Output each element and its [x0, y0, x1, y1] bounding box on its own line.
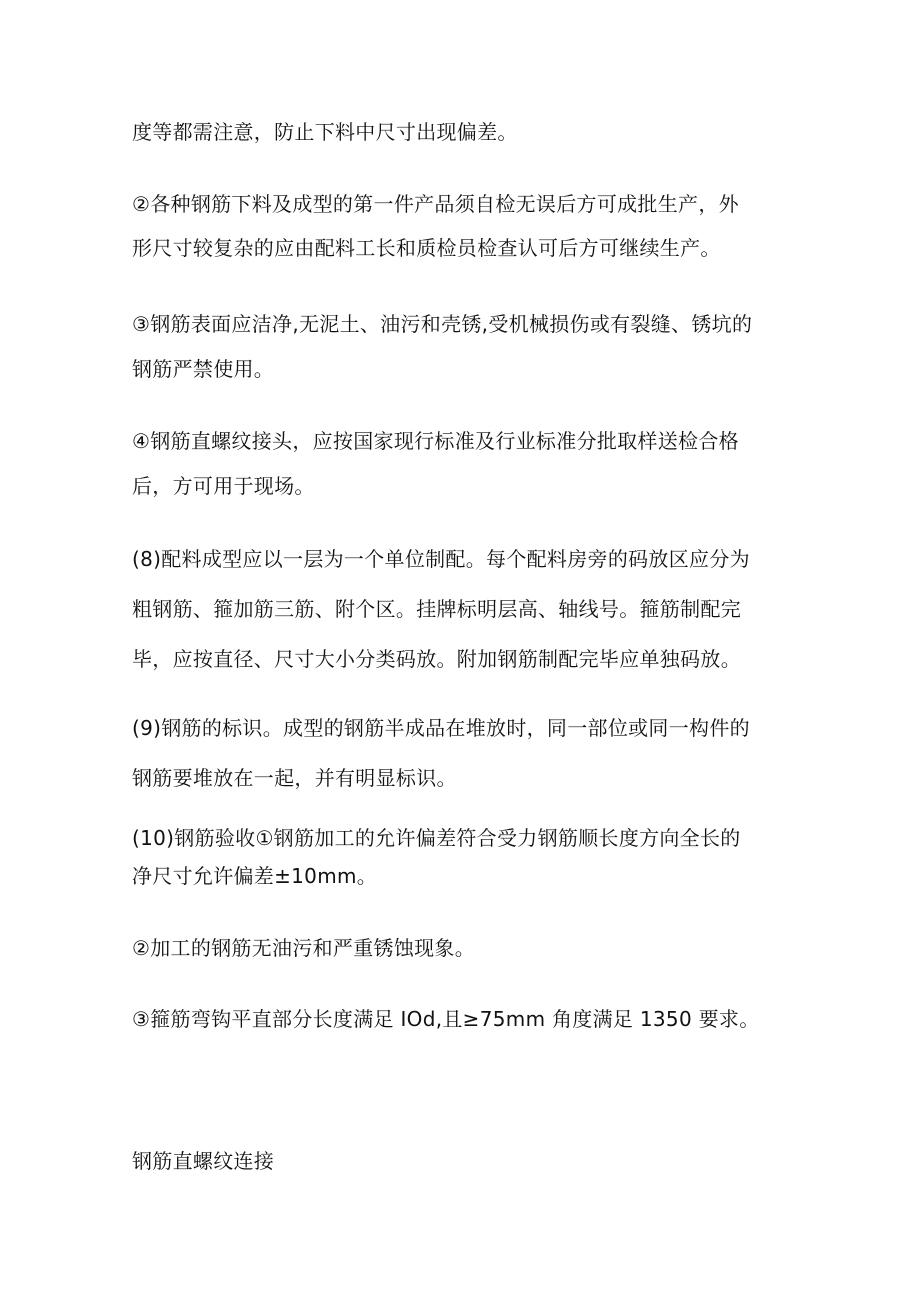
text-line: ②各种钢筋下料及成型的第一件产品须自检无误后方可成批生产，外 — [132, 192, 739, 216]
text-line: 净尺寸允许偏差±10mm。 — [132, 864, 378, 888]
text-line: (10)钢筋验收①钢筋加工的允许偏差符合受力钢筋顺长度方向全长的 — [132, 826, 741, 850]
text-line: 粗钢筋、箍加筋三筋、附个区。挂牌标明层高、轴线号。箍筋制配完 — [132, 597, 741, 621]
text-line: 钢筋要堆放在一起，并有明显标识。 — [132, 766, 457, 790]
text-line: (8)配料成型应以一层为一个单位制配。每个配料房旁的码放区应分为 — [132, 547, 750, 571]
section-heading: 钢筋直螺纹连接 — [132, 1149, 275, 1173]
text-line: ④钢筋直螺纹接头，应按国家现行标准及行业标准分批取样送检合格 — [132, 429, 739, 453]
text-line: 毕，应按直径、尺寸大小分类码放。附加钢筋制配完毕应单独码放。 — [132, 647, 741, 671]
text-line: ②加工的钢筋无油污和严重锈蚀现象。 — [132, 936, 476, 960]
text-line: 度等都需注意，防止下料中尺寸出现偏差。 — [132, 120, 518, 144]
text-line: 后，方可用于现场。 — [132, 474, 315, 498]
text-line: ③钢筋表面应洁净,无泥土、油污和壳锈,受机械损伤或有裂缝、锈坑的 — [132, 312, 753, 336]
text-line: (9)钢筋的标识。成型的钢筋半成品在堆放时，同一部位或同一构件的 — [132, 716, 750, 740]
text-line: 形尺寸较复杂的应由配料工长和质检员检查认可后方可继续生产。 — [132, 236, 721, 260]
text-line: 钢筋严禁使用。 — [132, 357, 275, 381]
text-line: ③箍筋弯钩平直部分长度满足 IOd,且≥75mm 角度满足 1350 要求。 — [132, 1007, 760, 1031]
